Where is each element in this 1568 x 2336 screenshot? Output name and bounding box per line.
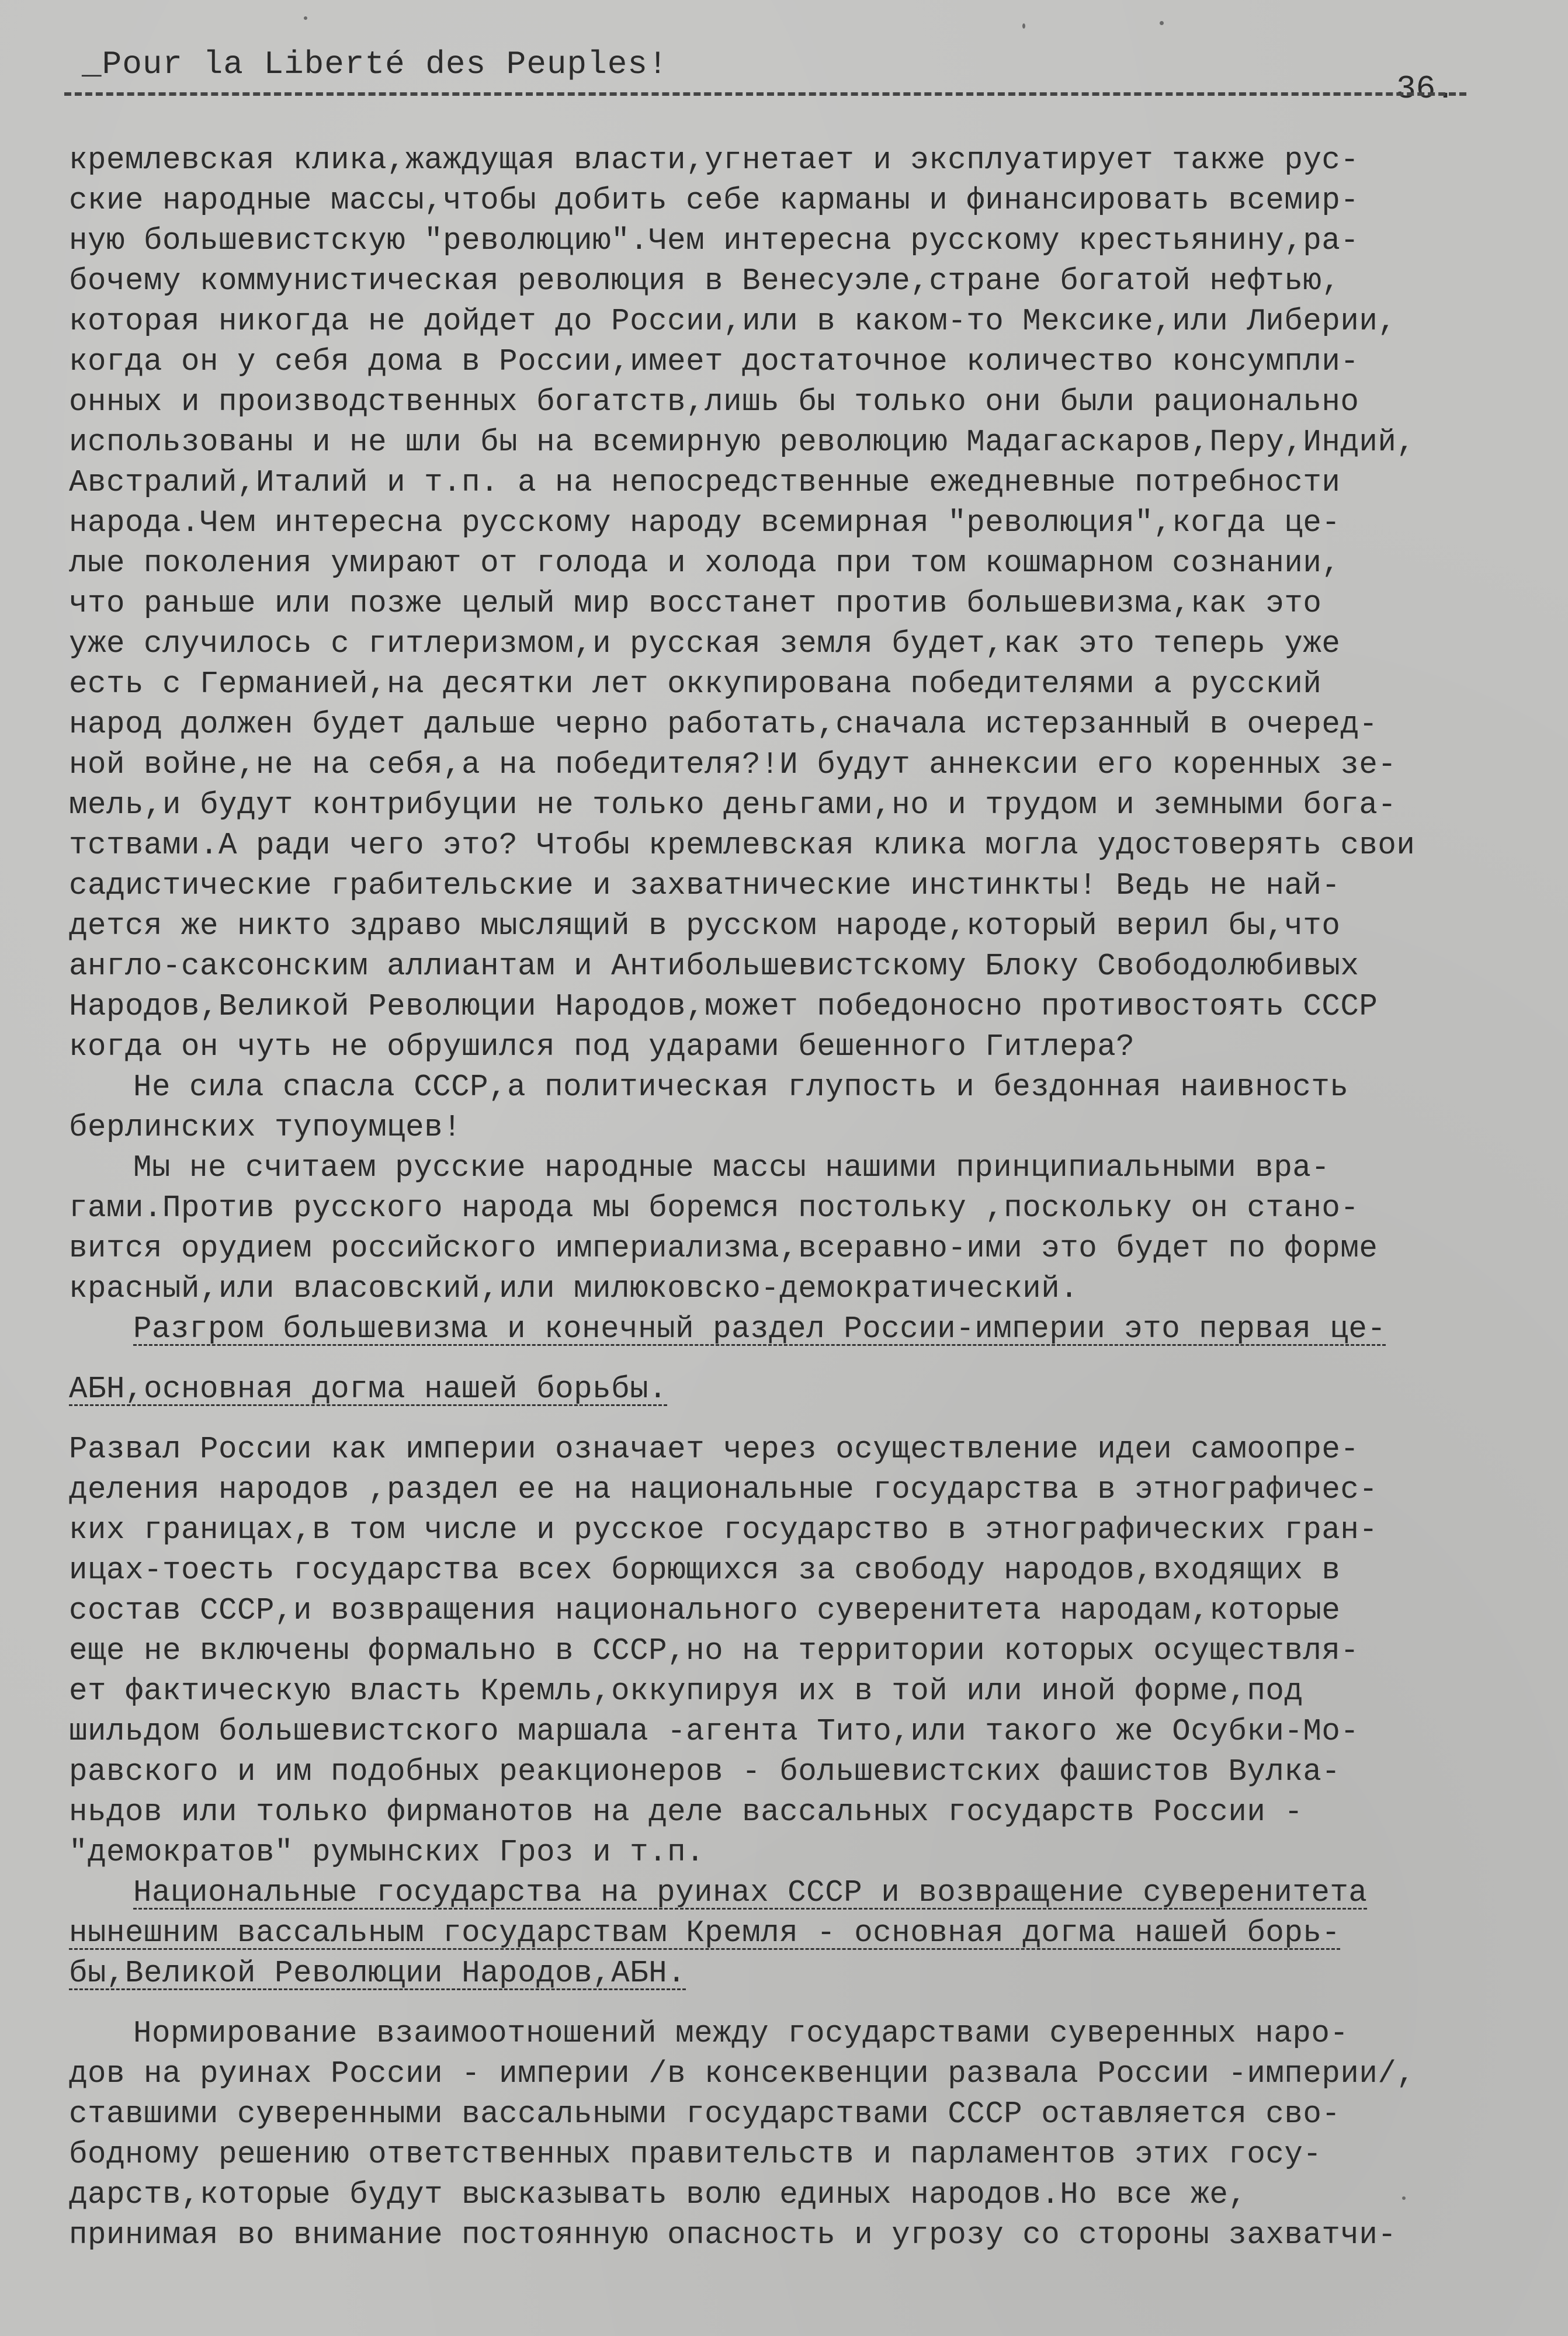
text-line: использованы и не шли бы на всемирную революцию Мадагаскаров,Перу,Индий, — [69, 425, 1416, 460]
text-line: мель,и будут контрибуции не только деньгами,но и трудом и земными бога- — [69, 787, 1397, 822]
text-line: ких границах,в том числе и русское государство в этнографических гран- — [69, 1512, 1378, 1547]
paper-speck — [1022, 23, 1025, 29]
text-line: бочему коммунистическая революция в Венесуэле,стране богатой нефтью, — [69, 263, 1341, 298]
text-line: Австралий,Италий и т.п. а на непосредственные ежедневные потребности — [69, 465, 1341, 500]
paragraph — [69, 140, 1512, 1067]
text-line: равского и им подобных реакционеров - большевистских фашистов Вулка- — [69, 1754, 1341, 1789]
paragraph-underlined — [69, 1873, 1512, 1994]
text-line: онных и производственных богатств,лишь бы только они были рационально — [69, 384, 1359, 419]
text-line: ной войне,не на себя,а на победителя?!И будут аннексии его коренных зе- — [69, 747, 1397, 782]
text-line: "демократов" румынских Гроз и т.п. — [69, 1835, 705, 1870]
text-line: ньдов или только фирманотов на деле вассальных государств России - — [69, 1794, 1303, 1830]
paper-speck — [304, 16, 307, 20]
text-line: лые поколения умирают от голода и холода при том кошмарном сознании, — [69, 546, 1341, 581]
text-line: когда он у себя дома в России,имеет достаточное количество консумпли- — [69, 344, 1359, 379]
paragraph-gap — [69, 1994, 1512, 2014]
text-line: Народов,Великой Революции Народов,может победоносно противостоять СССР — [69, 989, 1378, 1024]
text-line: красный,или власовский,или милюковско-демократический. — [69, 1271, 1079, 1306]
text-line: состав СССР,и возвращения национального суверенитета народам,которые — [69, 1593, 1341, 1628]
text-line: АБН,основная догма нашей борьбы. — [69, 1372, 668, 1407]
text-line: дов на руинах России - империи /в консеквенции развала России -империи/, — [69, 2056, 1416, 2091]
text-line: Мы не считаем русские народные массы нашими принципиальными вра- — [133, 1150, 1330, 1185]
paragraph — [69, 1148, 1512, 1309]
text-line: Разгром большевизма и конечный раздел России-империи это первая це- — [133, 1311, 1386, 1346]
text-line: принимая во внимание постоянную опасность и угрозу со стороны захватчи- — [69, 2217, 1397, 2252]
text-line: тствами.А ради чего это? Чтобы кремлевская клика могла удостоверять свои — [69, 828, 1416, 863]
line-gap — [69, 1349, 1512, 1369]
text-line: народа.Чем интересна русскому народу всемирная "революция",когда це- — [69, 505, 1341, 540]
text-line: есть с Германией,на десятки лет оккупирована победителями а русский — [69, 667, 1322, 702]
text-line: ставшими суверенными вассальными государствами СССР оставляется сво- — [69, 2097, 1341, 2132]
text-line: уже случилось с гитлеризмом,и русская земля будет,как это теперь уже — [69, 626, 1341, 661]
text-line: дарств,которые будут высказывать волю единых народов.Но все же, — [69, 2177, 1247, 2212]
paragraph — [69, 2014, 1512, 2255]
paragraph — [69, 1067, 1512, 1148]
text-line: что раньше или позже целый мир восстанет против большевизма,как это — [69, 586, 1322, 621]
text-line: дется же никто здраво мыслящий в русском народе,который верил бы,что — [69, 908, 1341, 943]
text-line: ную большевистскую "революцию".Чем интересна русскому крестьянину,ра- — [69, 223, 1359, 258]
text-line: которая никогда не дойдет до России,или в каком-то Мексике,или Либерии, — [69, 304, 1397, 339]
paper-speck — [1160, 21, 1164, 25]
text-line: гами.Против русского народа мы боремся постольку ,поскольку он стано- — [69, 1190, 1359, 1226]
text-line: когда он чуть не обрушился под ударами бешенного Гитлера? — [69, 1029, 1135, 1064]
paragraph — [69, 1429, 1512, 1873]
text-line: садистические грабительские и захватнические инстинкты! Ведь не най- — [69, 868, 1341, 903]
text-line: берлинских тупоумцев! — [69, 1110, 462, 1145]
text-line: ицах-тоесть государства всех борющихся за свободу народов,входящих в — [69, 1553, 1341, 1588]
text-line: англо-саксонским аллиантам и Антибольшевистскому Блоку Свободолюбивых — [69, 949, 1359, 984]
paragraph-underlined — [69, 1309, 1512, 1410]
document-body — [69, 140, 1512, 2255]
text-line: Развал России как империи означает через осуществление идеи самоопре- — [69, 1432, 1359, 1467]
text-line: кремлевская клика,жаждущая власти,угнетает и эксплуатирует также рус- — [69, 143, 1359, 178]
text-line: бы,Великой Революции Народов,АБН. — [69, 1956, 686, 1991]
text-line: бодному решению ответственных правительств и парламентов этих госу- — [69, 2137, 1322, 2172]
text-line: ские народные массы,чтобы добить себе карманы и финансировать всемир- — [69, 183, 1359, 218]
text-line: шильдом большевистского маршала -агента Тито,или такого же Осубки-Мо- — [69, 1714, 1359, 1749]
text-line: ет фактическую власть Кремль,оккупируя их в той или иной форме,под — [69, 1674, 1303, 1709]
text-line: еще не включены формально в СССР,но на территории которых осуществля- — [69, 1633, 1359, 1668]
paragraph-gap — [69, 1410, 1512, 1429]
header-dashed-rule — [64, 92, 1466, 96]
page-header-title: _Pour la Liberté des Peuples! — [82, 46, 668, 83]
text-line: Национальные государства на руинах СССР и возвращение суверенитета — [133, 1875, 1368, 1910]
text-line: Нормирование взаимоотношений между государствами суверенных наро- — [133, 2016, 1349, 2051]
text-line: вится орудием российского империализма,всеравно-ими это будет по форме — [69, 1231, 1378, 1266]
text-line: деления народов ,раздел ее на национальные государства в этнографичес- — [69, 1472, 1378, 1507]
text-line: нынешним вассальным государствам Кремля - основная догма нашей борь- — [69, 1915, 1341, 1950]
text-line: народ должен будет дальше черно работать,сначала истерзанный в очеред- — [69, 707, 1378, 742]
page-number: 36. — [1396, 70, 1455, 107]
text-line: Не сила спасла СССР,а политическая глупость и бездонная наивность — [133, 1070, 1349, 1105]
